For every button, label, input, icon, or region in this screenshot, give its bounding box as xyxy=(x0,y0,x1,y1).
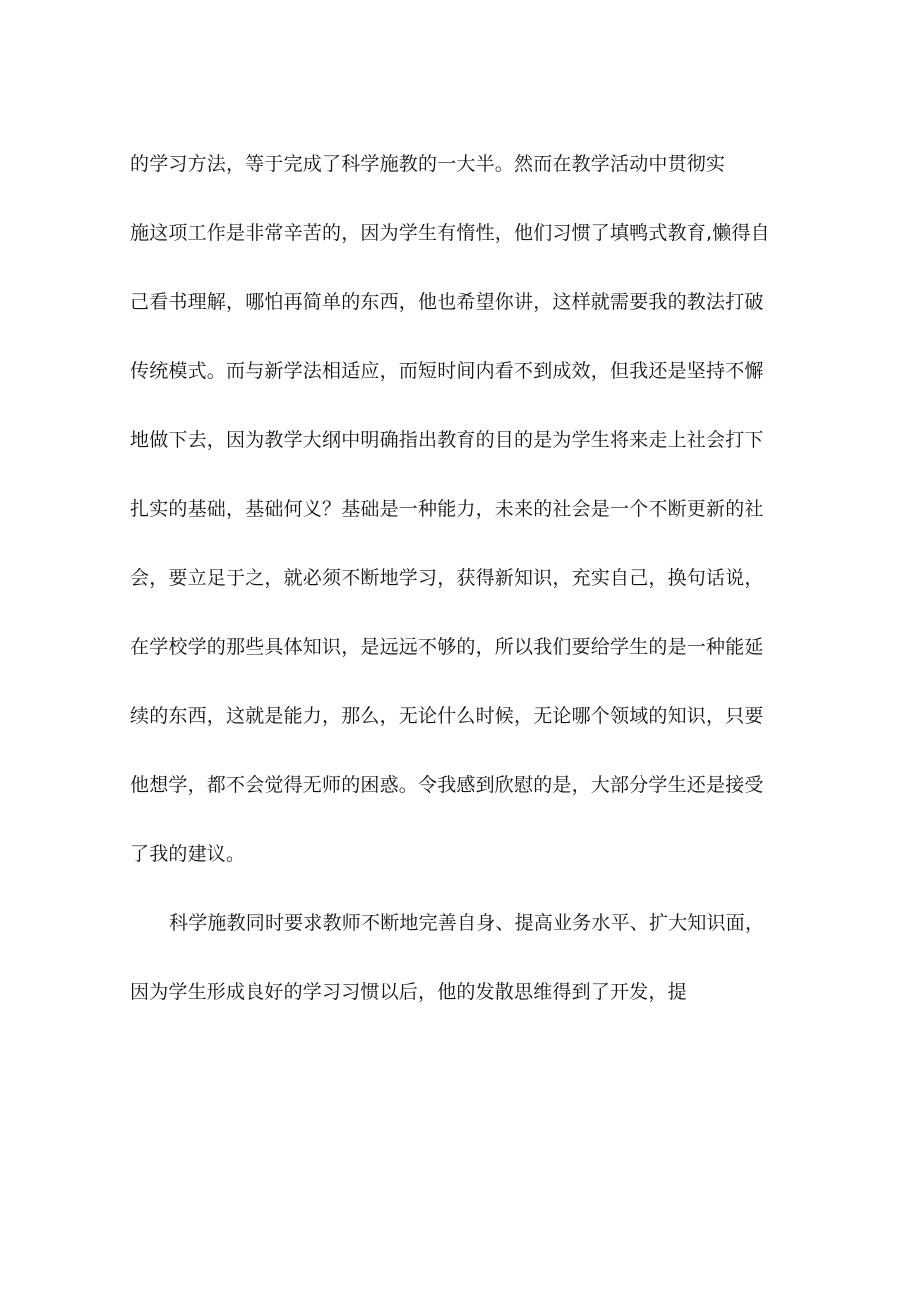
text-line: 续的东西，这就是能力，那么，无论什么时候，无论哪个领域的知识，只要 xyxy=(130,705,764,727)
text-line: 因为学生形成良好的学习习惯以后，他的发散思维得到了开发，提 xyxy=(130,981,687,1003)
text-line: 传统模式。而与新学法相适应，而短时间内看不到成效，但我还是坚持不懈 xyxy=(130,360,764,382)
text-line: 的学习方法，等于完成了科学施教的一大半。然而在教学活动中贯彻实 xyxy=(130,153,726,175)
text-line: 他想学，都不会觉得无师的困惑。令我感到欣慰的是，大部分学生还是接受 xyxy=(130,774,764,796)
text-line: 地做下去，因为教学大纲中明确指出教育的目的是为学生将来走上社会打下 xyxy=(130,429,764,451)
text-line: 施这项工作是非常辛苦的，因为学生有惰性，他们习惯了填鸭式教育,懒得自 xyxy=(130,222,770,244)
text-line: 己看书理解，哪怕再简单的东西，他也希望你讲，这样就需要我的教法打破 xyxy=(130,291,764,313)
text-line: 会，要立足于之，就必须不断地学习，获得新知识，充实自己，换句话说， xyxy=(130,567,764,589)
text-line: 扎实的基础，基础何义？基础是一种能力，未来的社会是一个不断更新的社 xyxy=(130,498,764,520)
text-line: 了我的建议。 xyxy=(130,843,246,865)
paragraph-first-line: 科学施教同时要求教师不断地完善自身、提高业务水平、扩大知识面， xyxy=(169,912,765,934)
text-line: 在学校学的那些具体知识，是远远不够的，所以我们要给学生的是一种能延 xyxy=(130,636,764,658)
